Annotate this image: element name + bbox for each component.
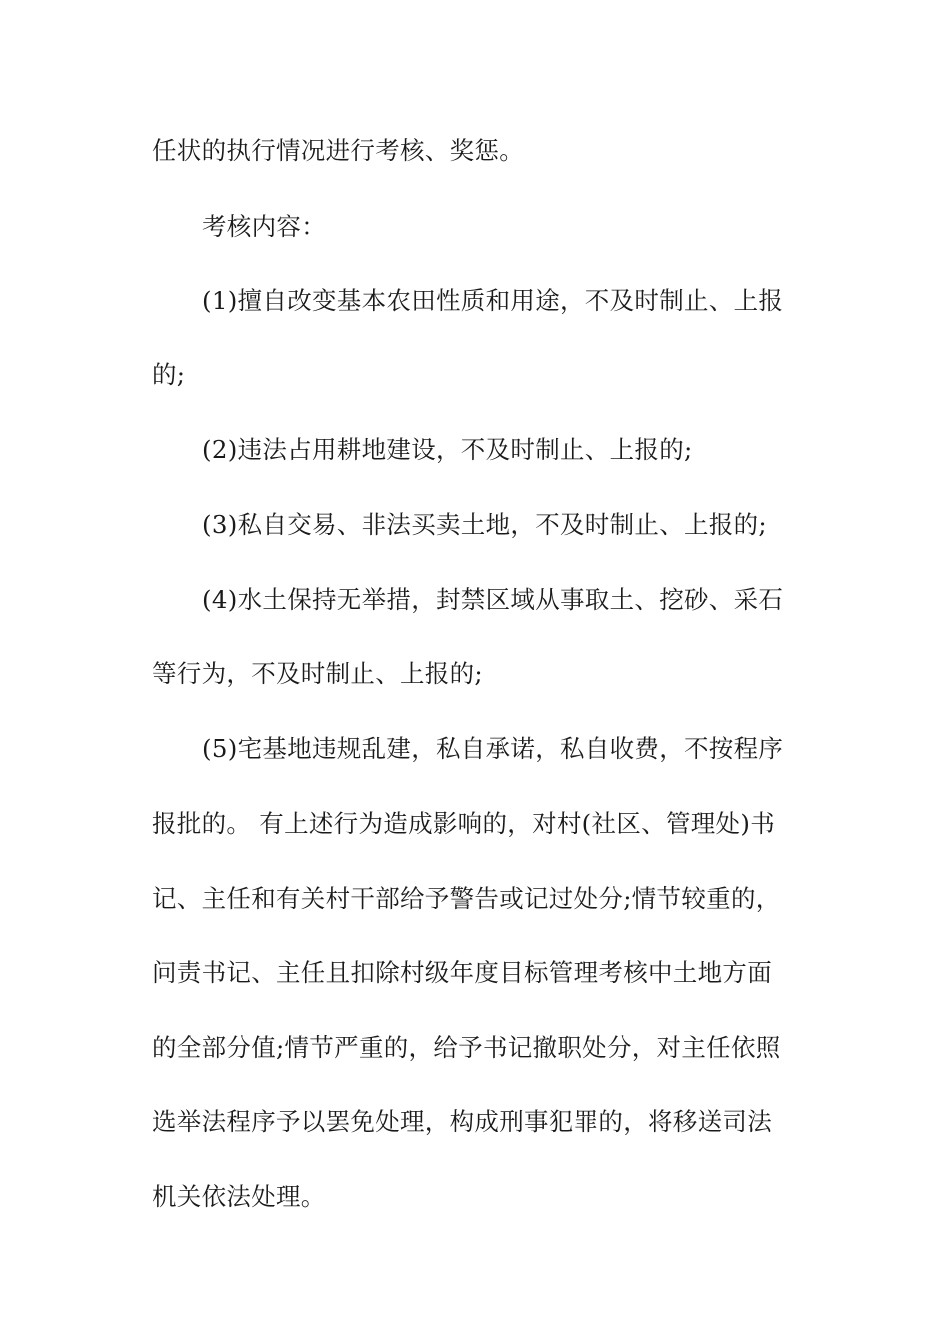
section-heading: 考核内容： (202, 212, 326, 241)
list-item-2: (2)违法占用耕地建设，不及时制止、上报的; (202, 435, 693, 464)
list-item-4-continued: 等行为，不及时制止、上报的; (152, 659, 483, 688)
text-line: 的全部分值;情节严重的，给予书记撤职处分，对主任依照 (152, 1033, 781, 1062)
text-line: 选举法程序予以罢免处理，构成刑事犯罪的，将移送司法 (152, 1107, 772, 1136)
list-item-4: (4)水土保持无举措，封禁区域从事取土、挖砂、采石 (202, 585, 784, 614)
list-item-5: (5)宅基地违规乱建，私自承诺，私自收费，不按程序 (202, 734, 784, 763)
list-item-3: (3)私自交易、非法买卖土地，不及时制止、上报的; (202, 510, 767, 539)
text-line: 记、主任和有关村干部给予警告或记过处分;情节较重的， (152, 884, 781, 913)
text-line: 问责书记、主任且扣除村级年度目标管理考核中土地方面 (152, 958, 772, 987)
text-line: 报批的。 有上述行为造成影响的，对村(社区、管理处)书 (152, 809, 776, 838)
text-line: 机关依法处理。 (152, 1182, 326, 1211)
list-item-1: (1)擅自改变基本农田性质和用途，不及时制止、上报 (202, 286, 784, 315)
text-line: 任状的执行情况进行考核、奖惩。 (152, 136, 524, 165)
list-item-1-continued: 的; (152, 360, 186, 389)
